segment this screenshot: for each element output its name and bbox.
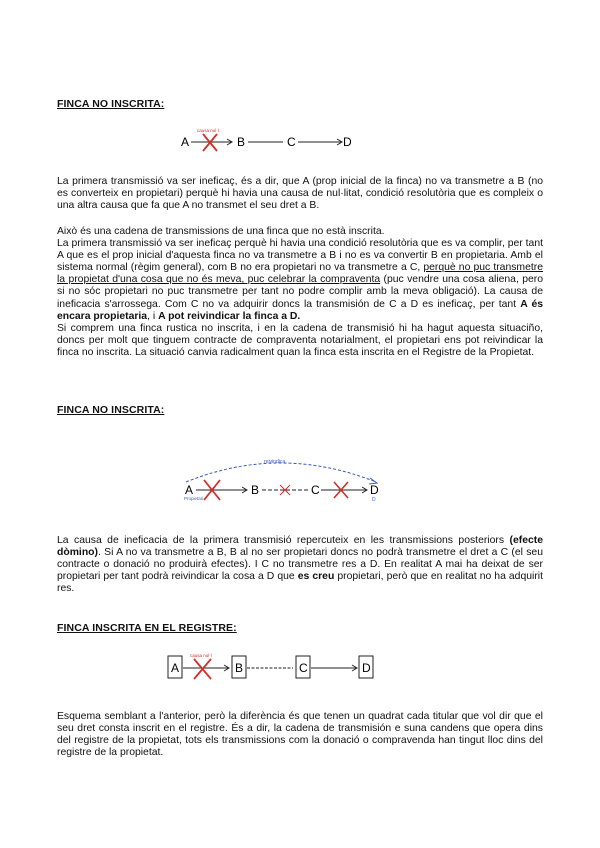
diagram1-label-d: D [343,135,352,149]
section1-paragraph: La primera transmissió va ser ineficaç, és a dir, que A (prop inicial de la finca) no va transmetre a B (no es converteix en propietari) perquè hi havia una causa de nul·litat, condició resolutòria que es compleix o una altra causa que fa que A no transmet el seu dret a B. [57,176,543,212]
section1-para3: Si comprem una finca rustica no inscrita, i en la cadena de transmisió hi ha hagut aquesta situaciño, doncs per molt que tinguem contracte de compraventa notarialment, el propietari ens pot reivindicar la finca no inscrita. La situació canvia radicalment quan la finca esta inscrita en el Registre de la Propietat. [57,322,543,358]
section3-diagram [148,648,384,688]
section1-para2-bold: A és encara propietaria [57,298,544,322]
diagram1-label-c: C [287,135,296,149]
diagram3-label-a: A [171,661,180,675]
section2-para-b: . Si A no va transmetre a B, B al no ser propietari doncs no podrà transmetre el dret a C (el seu contracte o donació no produirà efectes). I C no transmetre res a D. En realitat A mai ha deixat de ser propietari per tant podrà reivindicar la cosa a D que [57,547,543,583]
diagram2-label-d: D [370,483,379,497]
diagram2-right-note: D [372,497,376,503]
section1-para2-c: , i [147,310,159,322]
diagram3-cross [194,659,211,679]
section1-para2-underlined: perquè no puc transmetre la propietat d'una cosa que no és meva, puc celebrar la compraventa [57,262,543,286]
diagram3-label-c: C [299,661,308,675]
section3-heading: FINCA INSCRITA EN EL REGISTRE: [57,622,237,634]
section1-para2-bold2: A pot reivindicar la finca a D. [158,310,301,322]
section1-para2-a: La primera transmissió va ser ineficaç perquè hi havia una condició resolutòria que es va complir, per tant A que es el prop inicial d'aquesta finca no va transmetre a B i no es va convertir B en propietaria. Amb el sistema normal (règim general), com B no era propietari no va transmetre a C, [57,238,543,274]
section1-heading: FINCA NO INSCRITA: [57,98,165,110]
diagram3-label-d: D [362,661,371,675]
section2-para-c: propietari, però que en realitat no ha adquirit res. [57,571,543,595]
section1-paragraph2 [57,226,543,359]
diagram2-label-a: A [185,483,194,497]
diagram2-label-b: B [251,483,260,497]
diagram3-note: causa nul·l [190,653,212,658]
section2-para-bold2: es creu [297,571,335,583]
section2-diagram [172,448,394,510]
diagram1-label-a: A [181,135,190,149]
section1-para2-line1: Això és una cadena de transmissions de una finca que no està inscrita. [57,226,385,237]
section1-para2-b: (puc vendre una cosa aliena, pero si no sóc propietari no puc transmetre per tant no podre complir amb la meva obligació). La causa de ineficacia s'arrossega. Com C no va adquirir doncs la transmisión de C a D es ineficaç, per tant [57,274,544,310]
diagram2-label-c: C [311,483,320,497]
diagram2-dashed-arc [186,463,376,482]
section2-paragraph [57,535,543,595]
section3-paragraph: Esquema semblant a l'anterior, però la diferència és que tenen un quadrat cada titular que vol dir que el seu dret consta inscrit en el registre. És a dir, la cadena de transmisión e suna candens que opera dins del registre de la propietat, tots els transmissions com la donació o compravenda han tingut lloc dins del registre de la propietat. [57,711,543,759]
section2-para-bold1: (efecte dòmino) [57,535,543,559]
diagram1-label-b: B [237,135,246,149]
section2-para-a: La causa de ineficacia de la primera transmisió repercuteix en les transmissions posteriors [57,535,510,546]
diagram2-top-note: reivindica [264,459,286,465]
section1-diagram [175,122,360,160]
diagram2-left-note: Propietari [184,496,204,501]
diagram3-label-b: B [235,661,244,675]
section2-heading: FINCA NO INSCRITA: [57,404,165,416]
diagram1-note: causa nul·l [197,128,219,133]
